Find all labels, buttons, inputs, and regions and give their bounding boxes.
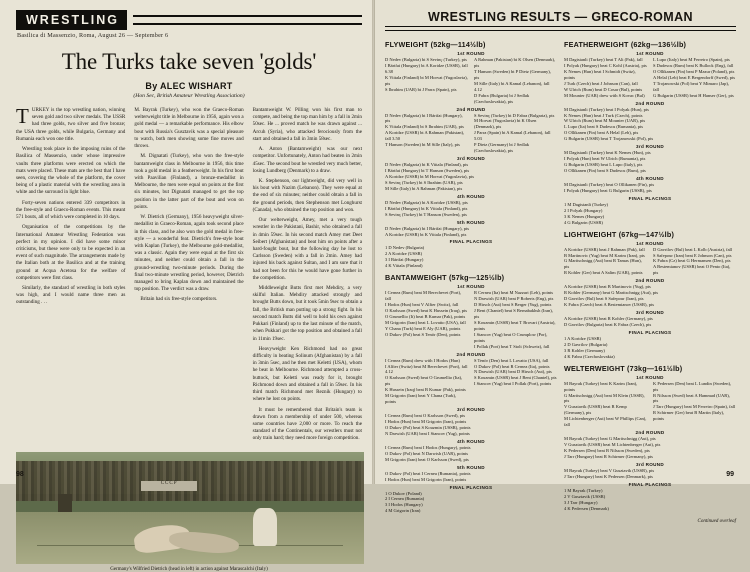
bout-result: D Hirsch (Aut) beat S Berger (Yug), points — [474, 302, 552, 308]
bout-result: J Bent (Chantel) beat S Bernabakhsh (Iran), pts — [474, 308, 553, 319]
bout-sublist — [385, 57, 468, 105]
bout-result: T Trojanowski (Pol) beat Y Mimaro (Jap), fall — [653, 80, 729, 92]
round-heading: 1st ROUND — [457, 51, 485, 56]
bout-result: I Bártfai (Hungary) bt T Hanson (Sweden), pts — [385, 168, 470, 173]
bout-result: A Rahman (Pakistan) bt K Olsen (Denmark), pts — [474, 57, 556, 68]
bout-result: M Grigorin (Iran) beat L Lovatto (USA), fall — [385, 319, 466, 325]
bout-result: R Cernea (Ita) beat M Nazzari (Leb), points — [474, 290, 553, 296]
round-heading: 3rd ROUND — [636, 461, 664, 467]
round-heading: 2nd ROUND — [456, 106, 486, 112]
round-heading: 1st ROUND — [457, 284, 485, 290]
bout-result: O Dukov (Pol) beat S Tenör (Den), points — [385, 331, 461, 337]
bout-result: O Ollikanen (Fin) beat A Helal (Leb), pts — [564, 130, 639, 136]
bout-sublist — [474, 358, 557, 406]
bout-result: O Dukov (Pol) beat S Kouzmin (USSR), points — [385, 424, 471, 430]
bout-result: 2 V Gusztavik (USSR) — [564, 493, 606, 499]
bout-result: 3 J Tarr (Hungary) — [564, 499, 598, 505]
bout-result: K Viitala (Finland) bt S Ibrahim (UAR), pts — [385, 124, 464, 130]
bout-result: J Tarr (Hungary) beat R Schirmer (Germany), pts — [564, 453, 653, 459]
paragraph: Bantamweight W. Pilling won his first man to compete, and being the top man him by a fall in 2min 50sec. He ... proved match he was drawn against ... Arcuh (Syria), who attacked ferociously from the start and obtained a fall in 3min 58sec. — [252, 107, 362, 142]
bout-result: O Dukov (Pol) beat N Darwish (UAR), points — [385, 450, 468, 456]
bout-result: 3 R Kohler (Germany) — [564, 347, 605, 353]
bout-result: T Hanson (Sweden) bt P Dietz (Germany), pts — [474, 68, 551, 80]
page-number-left: 98 — [16, 471, 24, 478]
bout-result: 4 G Bulgarin (USSR) — [564, 219, 603, 225]
bout-result: K Pedersen (Den) beat L Lundin (Sweden), pts — [653, 380, 732, 392]
bout-result: I Cernea (Rum) drew with I Hodos (Hun) — [385, 357, 460, 363]
results-rule — [385, 26, 736, 31]
bout-sublist — [564, 381, 647, 429]
bout-result: I Hodos (Hun) beat V Alfier (Switz), fall — [385, 302, 459, 308]
bout-result: M Dagistanli (Turkey) beat T Ali (Pak), fall — [564, 57, 643, 62]
paragraph-text: URKEY is the top wrestling nation, winning seven gold and two silver medals. The USSR had three golds, two silver and five bronze; the USA three golds, while Bulgaria, Germany and Rumania each won one title. — [16, 107, 126, 142]
bout-result: S Dudescu (Rum) beat K Bullock (Eng), fall — [653, 62, 734, 68]
bout-result: S Ibrahim (UAR) bt J Parra (Spain), pts — [385, 86, 457, 92]
bout-sublist — [564, 57, 647, 99]
round-heading: 2nd ROUND — [456, 351, 486, 357]
round-heading: 2nd ROUND — [635, 430, 665, 436]
bout-result: D Nedev (Bulgaria) bt I Bártfai (Hungary), pts — [385, 225, 469, 231]
bout-result: 1 O Dukov (Poland) — [385, 490, 422, 496]
bout-result: 4 K Viitala (Finland) — [385, 263, 423, 269]
paragraph: Our welterweight, Amey, met a very tough wrestler in the Pakistani, Bashir, who obtained a fall in 4min 59sec. In his second match Amey met Deet Seibert (Afghanistan) and beat him on points after a hard-fought bout, but the following day he lost to Carlsson (Sweden) with a fall in 2min. Amey had injured his back against Sultan, and I am sure that it had not been for this he would have gone further in the competition. — [252, 217, 362, 281]
paragraph: Wrestling took place in the imposing ruins of the Basilica of Massenzio, under whose impressive vaults three platforms were erected on which the mats were placed. These mats are the best that I have seen, covering the whole of the platform, the cover being of a plastic material with the wrestling area in white and the surround in light blue. — [16, 146, 126, 196]
round-results — [385, 445, 557, 463]
article-column-1 — [16, 104, 126, 446]
round-heading: 1st ROUND — [636, 374, 664, 380]
round-heading: 3rd ROUND — [636, 310, 664, 315]
bout-result: P Dietz (Germany) bt J Sedlak (Czechoslovakia), pts — [474, 142, 529, 154]
article-column-2 — [134, 107, 243, 446]
bout-result: S Sevinç (Turkey) bt S Ibrahim (UAR), pts — [385, 179, 463, 185]
bout-result: 4 K Fabra (Czechoslovakia) — [564, 353, 615, 359]
bout-result: N Darwish (UAR) beat D Hirsch (Aut), pts — [474, 369, 552, 375]
bout-result: I Hodos (Hun) beat M Grigorin (Iran), points — [385, 419, 467, 424]
bout-result: A Koridze (USSR) beat B Martinovic (Yug), pts — [564, 284, 651, 290]
bout-result: M Bayrak (Turkey) beat K Karim (Iran), points — [564, 380, 638, 392]
left-page — [0, 0, 374, 572]
bout-result: 1 D Nedev (Bulgaria) — [385, 245, 425, 251]
bout-result: L Lupo (Italy) beat M Ferreiro (Spain), pts — [653, 57, 730, 62]
bout-result: I Polyak (Hungary) beat G Bulgarin (USSR), pts — [564, 187, 652, 193]
round-heading: 5th ROUND — [457, 219, 485, 225]
paragraph: K. Stephenson, our lightweight, did very well in his bout with Nazim (Lebanon). They were equal at the end of six minutes; neither could obtain a fall in the ground periods, then Stephenson met Longhurst (Canada), who obtained the top position and won. — [252, 177, 362, 213]
bout-result: M Dagistanli (Turkey) beat I Polyak (Hun), pts — [564, 106, 649, 112]
bout-result: A Bestemianov (USSR) beat O Pento (Ita), pts — [653, 264, 731, 276]
weight-class-heading: BANTAMWEIGHT (57kg—125½lb) — [385, 273, 505, 283]
bout-result: S Tenör (Den) beat L Lovatto (USA), fall — [474, 357, 549, 363]
round-results — [564, 57, 736, 99]
round-results — [385, 245, 557, 269]
paragraph: A. Anton (Bantamweight) was our next competitor. Unfortunately, Anton had beaten in 2min 45sec. The second bout he wrestled very much better, losing Lundberg (Denmark) to a draw. — [252, 146, 362, 174]
round-heading: 4th ROUND — [457, 193, 485, 199]
dateline: Basilica di Massenzio, Roma, August 26 — September 6 — [17, 32, 169, 39]
bout-result: G Bulgarin (USSR) beat T Trojanowski (Pol), pts — [564, 136, 654, 142]
bout-result: K Nemes (Hun) beat I Schmidt (Switz), points — [564, 68, 636, 80]
bout-result: I Cernea (Rum) beat I Hodos (Hungary), points — [385, 444, 471, 450]
round-results — [564, 436, 736, 460]
round-results — [564, 316, 736, 328]
round-heading: 1st ROUND — [636, 240, 664, 246]
bout-result: D Nedev (Bulgaria) bt I Bártfai (Hungary), pts — [385, 112, 463, 124]
bout-sublist — [385, 113, 468, 155]
bout-result: N Darwish (UAR) beat I Stancov (Yug), points — [385, 430, 470, 436]
round-results — [564, 381, 736, 429]
bout-result: S Kouzmin (USSR) beat J Bent (Chantel), pts — [474, 375, 557, 381]
wrestling-photo — [16, 452, 364, 564]
bout-result: M Mounier (UAR) drew with S Kovac (Bul) — [564, 92, 645, 98]
masthead — [16, 10, 362, 30]
page-number-right: 99 — [726, 471, 734, 478]
bout-result: I Alfier (Switz) beat M Berechevet (Port), fall 4.12 — [385, 363, 468, 375]
round-heading: 2nd ROUND — [635, 278, 665, 284]
paragraph: It must be remembered that Britain's team is drawn from a membership of under 500, whereas some countries have 2,000 or more. To reach the standard of the Continentals, our wrestlers must not only train hard; they need more foreign competition. — [252, 406, 362, 442]
bout-result: J Turk (Czech) beat J Johnson (Can), fall — [564, 80, 638, 86]
bout-result: A Koridze (USSR) bt A Rahman (Pakistan), fall 3.50 — [385, 130, 465, 142]
weight-class-heading: LIGHTWEIGHT (67kg—147½lb) — [564, 229, 675, 239]
bout-sublist — [474, 113, 557, 155]
bout-result: M Dagistanli (Turkey) beat O Ollikanen (Fin), pts — [564, 181, 655, 187]
bout-result: V Gusztavik (USSR) beat R Kemp (Germany), pts — [564, 404, 627, 416]
bout-sublist — [385, 358, 468, 406]
sub-byline: (Hon Sec, British Amateur Wrestling Association) — [133, 93, 245, 99]
round-heading: 3rd ROUND — [636, 144, 664, 150]
bout-result: 3 K Nemes (Hungary) — [564, 213, 605, 219]
bout-result: 2 A Koridze (USSR) — [385, 251, 423, 257]
round-heading: 3rd ROUND — [457, 407, 485, 413]
bout-result: B Martinovic (Yug) beat M Karim (Iran), pts — [564, 252, 645, 258]
bout-result: G Maritschnigg (Aut) beat M Klein (USSR), pts — [564, 392, 645, 404]
bout-result: O Karlsson (Swed) beat K Hussein (Iraq), pts — [385, 308, 467, 313]
paragraph: M. Bayrak (Turkey), who won the Graeco-Roman welterweight title in Melbourne in 1956, again won a gold medal — a remarkable performance. His elbow bout with Russia's Gusztavik was a special pleasure to watch, both men showing some fine moves and throws. — [134, 107, 244, 150]
bout-result: 2 I Polyak (Hungary) — [564, 207, 603, 213]
round-heading: 2nd ROUND — [635, 100, 665, 106]
bout-result: 1 A Koridze (USSR) — [564, 335, 602, 341]
masthead-rule — [133, 15, 362, 25]
bout-result: R Kohler (Ger) beat A Salim (UAR), points — [564, 270, 643, 276]
continued-note: Continued overleaf — [697, 519, 736, 525]
bout-result: G Bulgarin (USSR) beat L Lupo (Italy), pts — [564, 162, 643, 168]
paragraph: Heavyweight Ken Richmond had no great difficulty in beating Solinum (Afghanistan) by a fall in 3min 5sec, and he then met Keletti (USA), whom he beat in Melbourne. Richmond attempted a cross-buttock, but Keletti was ready for it, brought Richmond down and obtained a fall in 59sec. In his third match Richmond met Reznik (Hungary) to where he lost on points. — [252, 345, 362, 403]
bout-sublist — [564, 247, 647, 277]
bout-result: I Pollak (Port) beat T Stolt (Schweiz), fall — [474, 343, 550, 349]
paragraph: W. Dietrich (Germany), 1956 heavyweight silver-medallist in Graeco-Roman, again took second place in this class, and he also won the gold medal in free-style — a wonderful feat. Dietrich's free-style bout with Kaplan (Turkey), the Melbourne gold-medallist, was a classic. Again they were equal at the first six minutes, and neither could obtain a fall in the ground-wrestling two-minute periods. During the final two-minute wrestling period, however, Dietrich managed to bring Kaplan down and maintained the top position. The verdict was a draw. — [134, 214, 244, 293]
photo-caption: Germany's Wilfried Dietrich (head in left) in action against Marascalchi (Italy) — [110, 566, 268, 572]
bout-result: M Bayrak (Turkey) beat V Gusztavik (USSR), pts — [564, 467, 655, 473]
bout-result: S Safepour (Iran) beat E Johnson (Can), pts — [653, 252, 732, 258]
bout-result: I Cernea (Rum) beat M Berechevet (Port), fall — [385, 290, 462, 302]
bout-result: 3 I Hodos (Hungary) — [385, 502, 423, 508]
bout-result: B Nilsson (Swed) beat A Hammad (UAR), pts — [653, 392, 730, 404]
bout-result: G Maritschnigg (Aut) beat R Tamas (Hun), pts — [564, 258, 642, 270]
round-results — [564, 468, 736, 480]
bout-result: D Nedev (Bulgaria) bt K Viitala (Finland), pts — [385, 162, 469, 168]
round-heading: 4th ROUND — [636, 175, 664, 181]
bout-result: D Nedev (Bulgaria) bt S Sevinç (Turkey), pts — [385, 57, 467, 62]
bout-result: M Sille (Italy) bt A Rahman (Pakistan), pts — [385, 185, 463, 191]
bout-result: J Tarr (Hungary) beat M Ferreiro (Spain), fall — [653, 404, 736, 410]
bout-result: Y Chana (Turk) beat E Aly (UAR), points — [385, 325, 461, 331]
round-results — [385, 162, 557, 192]
bout-result: L Lupo (Ita) beat S Dudescu (Rumania), pts — [564, 124, 644, 130]
bout-result: M Bayrak (Turkey) beat G Maritschnigg (Aut), pts — [564, 436, 656, 442]
bout-result: 2 I Cernea (Rumania) — [385, 496, 425, 502]
results-column-right — [564, 36, 736, 514]
round-results — [385, 413, 557, 437]
bout-result: O Dukov (Pol) beat I Cernea (Rumania), points — [385, 470, 471, 476]
bout-result: I Stancov (Yug) beat O Crumplow (Por), points — [474, 331, 548, 343]
results-title: WRESTLING RESULTS — GRECO-ROMAN — [428, 10, 693, 24]
bout-result: K Nemes (Hun) beat J Turk (Czech), points — [564, 112, 643, 118]
bout-result: M Horvat (Yugoslavia) bt K Olsen (Denmark), pts — [474, 118, 537, 130]
bout-result: R Schirmer (Ger) beat B Martin (Italy), points — [653, 410, 725, 422]
article-column-3 — [253, 107, 362, 446]
bout-result: D Gavrilov (Bul) beat L Kolb (Austria), fall — [653, 246, 733, 252]
bout-result: D Gavrilov (Bulgaria) beat K Fabra (Czech), pts — [564, 321, 652, 327]
bout-result: K Viitala (Finland) bt M Horvat (Yugoslavia), pts — [385, 74, 468, 86]
round-heading: 5th ROUND — [457, 464, 485, 470]
round-heading: 3rd ROUND — [457, 156, 485, 162]
bout-result: K Fabra (Czech) beat A Bestemianov (USSR), pts — [564, 302, 654, 308]
round-results — [385, 290, 557, 349]
paragraph: Organisation of the competitions by the International Amateur Wrestling Federation was perfect in my opinion. I did have some minor criticisms, but these were only to be expected in an event of such magnitude. The arrangements made by the Italian both at the Basilica and at the training ground at Acqua Acetosa for the welfare of competitors were first class. — [16, 224, 126, 281]
paragraph: Britain had six free-style competitors. — [140, 296, 218, 303]
round-heading: FINAL PLACINGS — [449, 239, 493, 245]
right-page — [374, 0, 750, 525]
bout-result: S Sevinç (Turkey) bt D Fabra (Bulgaria), pts — [474, 112, 555, 118]
bout-result: J Parra (Spain) bt A Kamal (Lebanon), fall 5.03 — [474, 130, 551, 142]
bout-result: A Koridze (USSR) beat J Rahman (Pak), fall — [564, 246, 645, 252]
round-results — [564, 336, 736, 360]
bout-result: O Karlsson (Swed) beat O Grumellio (Ita), pts — [385, 375, 463, 387]
bout-result: 2 D Gavrilov (Bulgaria) — [564, 341, 608, 347]
results-column-left — [385, 36, 557, 514]
bout-result: A Koridze (USSR) bt K Viitala (Finland), pts — [385, 231, 467, 237]
paragraph: Forty-seven nations entered 339 competitors in the free-style and Graeco-Roman events. This meant 571 bouts, all of which were completed in 10 days. — [16, 199, 126, 221]
round-results — [385, 226, 557, 238]
article-columns — [16, 104, 362, 446]
bout-result: M Lichtenberger (Aut) beat W Phillips (Can), fall — [564, 416, 647, 428]
bout-result: G Bulgarin (USSR) beat H Hanser (Ger), pts — [653, 92, 734, 98]
bout-result: A Koridze (USSR) bt M Horvat (Yugoslavia), pts — [385, 173, 474, 179]
masthead-title: WRESTLING — [16, 10, 127, 30]
bout-result: M Dagistanli (Turkey) beat K Nemes (Hun), pts — [564, 150, 651, 156]
bout-result: I Polyak (Hun) beat W Ulrich (Rumania), pts — [564, 156, 646, 162]
bout-result: M Grigorin (Iran) beat O Karlsson (Swed), pts — [385, 456, 469, 462]
bout-result: S Sevinç (Turkey) bt T Hanson (Sweden), pts — [385, 211, 467, 217]
bout-result: 1 M Dagistanli (Turkey) — [564, 201, 608, 207]
byline: By ALEC WISHART — [145, 81, 233, 91]
paragraph: M. Dignatati (Turkey), who won the free-style bantamweight class in Melbourne in 1956, this time took a gold medal in a featherweight. In his first bout with Paavilian (Finland), a bronze-medallist in Melbourne, the men were equal on points at the first six minutes, but Dignatati managed to get the top position in the latter part of the bout and won on points. — [134, 153, 244, 210]
bout-result: K Fabra (Cz) beat G Hermansen (Den), pts — [653, 258, 731, 264]
bout-sublist — [385, 290, 468, 349]
bout-result: I Hodos (Hun) beat M Grigorin (Iran), points — [385, 476, 467, 482]
weight-class-heading: WELTERWEIGHT (73kg—161½lb) — [564, 363, 683, 373]
drop-cap: T — [16, 104, 29, 128]
round-results — [564, 247, 736, 277]
bout-result: V Gusztavik (USSR) beat M Lichtenberger (Aut), pts — [564, 442, 661, 448]
bout-result: O Ollikanen (Fin) beat P Mazur (Poland), pts — [653, 68, 735, 74]
bout-result: I Polyak (Hungary) beat C Kohl (Austria), pts — [564, 62, 647, 68]
bout-result: 1 M Bayrak (Turkey) — [564, 487, 603, 493]
bout-result: I Bártfai (Hungary) bt A Koridze (USSR), fall 6.38 — [385, 62, 468, 74]
bout-sublist — [474, 57, 557, 105]
bout-result: S Kouzmin (USSR) beat T Brovari (Austria), points — [474, 319, 556, 331]
round-results — [385, 491, 557, 515]
round-heading: FINAL PLACINGS — [628, 195, 672, 201]
bout-result: O Ollikanen (Fin) beat S Dudescu (Rum), pts — [564, 168, 646, 173]
round-heading: 1st ROUND — [636, 51, 664, 56]
bout-result: D Gavrilov (Bul) beat S Safepour (Iran), pts — [564, 296, 644, 302]
weight-class-heading: FLYWEIGHT (52kg—114½lb) — [385, 40, 486, 49]
bout-sublist — [474, 290, 557, 349]
paragraph: Middleweight Butts first met Mehdiry, a very skilful Italian. Mehdiry attacked strongly and brought Butts down, but it took 5min 9sec to obtain a fall, the British man putting up a strong fight. In his second match Butts did well to hold his own against Pukkari (Finland) up to the last minute of the match, when Pukkari got the top position and obtained a fall in 11min 19sec. — [252, 285, 362, 342]
bout-result: D Fabra (Bulgaria) bt J Sedlak (Czechoslovakia), pts — [474, 92, 530, 104]
weight-class-heading: FEATHERWEIGHT (62kg—136½lb) — [564, 40, 687, 49]
bout-result: J Tarr (Hungary) beat K Pedersen (Denmark), pts — [564, 473, 653, 479]
bout-sublist — [653, 247, 736, 277]
round-results — [564, 202, 736, 226]
round-results — [385, 57, 557, 105]
bout-result: D Nedev (Bulgaria) bt A Koridze (USSR), pts — [385, 199, 468, 205]
round-results — [564, 182, 736, 194]
round-results — [385, 113, 557, 155]
round-heading: FINAL PLACINGS — [449, 484, 493, 490]
paragraph — [16, 104, 126, 143]
bout-result: N Darwish (UAR) beat P Roberts (Eng), pts — [474, 296, 554, 302]
bout-sublist — [653, 381, 736, 429]
bout-result: I Cernea (Rum) beat O Karlsson (Swed), pts — [385, 413, 465, 419]
paragraph: Similarly, the standard of wrestling in both styles was high, and I would name three men as outstanding . . . — [16, 285, 126, 306]
photo-banner: CCCP — [141, 481, 197, 491]
bout-result: T Hanson (Sweden) bt M Sille (Italy), pts — [385, 142, 460, 148]
round-results — [385, 471, 557, 483]
round-results — [564, 107, 736, 143]
bout-result: 3 I Bártfai (Hungary) — [385, 257, 424, 263]
round-heading: FINAL PLACINGS — [628, 329, 672, 335]
bout-result: O Dukov (Pol) beat R Cernea (Ita), points — [474, 363, 550, 369]
results-columns — [385, 36, 736, 514]
bout-result: 4 M Grigorin (Iran) — [385, 508, 421, 514]
round-results — [564, 284, 736, 308]
bout-result: A Helal (Leb) beat E Bergendorff (Swed), pts — [653, 74, 736, 80]
bout-result: R Kohler (Germany) beat G Maritschnigg (Aut), pts — [564, 290, 658, 296]
round-results — [564, 150, 736, 174]
bout-result: M Grigorin (Iran) beat Y Chana (Turk), points — [385, 393, 457, 405]
bout-result: M Sille (Italy) bt A Kamal (Lebanon), fall 4.12 — [474, 80, 550, 92]
bout-result: A Koridze (USSR) beat R Kohler (Germany), pts — [564, 316, 653, 321]
page-title: The Turks take seven 'golds' — [61, 49, 317, 74]
round-results — [385, 358, 557, 406]
round-results — [564, 488, 736, 512]
bout-sublist — [653, 57, 736, 99]
round-results — [385, 200, 557, 218]
round-heading: FINAL PLACINGS — [628, 481, 672, 487]
round-heading: 4th ROUND — [457, 438, 485, 444]
bout-result: K Hussein (Iraq) beat B Kumar (Pak), points — [385, 387, 466, 393]
photo-referee — [253, 508, 277, 546]
bout-result: K Pedersen (Den) beat B Nilsson (Sweden), pts — [564, 448, 650, 453]
bout-result: O Grumellio (It) beat B Kumar (Pak), points — [385, 313, 466, 319]
bout-result: I Stancov (Yug) beat I Pollak (Port), points — [474, 381, 552, 387]
bout-result: I Bártfai (Hungary) bt K Viitala (Finland), pts — [385, 205, 468, 211]
bout-result: W Ulrich (Rum) beat D Cosar (Bul), points — [564, 86, 643, 92]
bout-result: W Ulrich (Rum) beat M Mounier (UAR), pts — [564, 118, 646, 124]
bout-result: 4 K Pedersen (Denmark) — [564, 505, 609, 511]
